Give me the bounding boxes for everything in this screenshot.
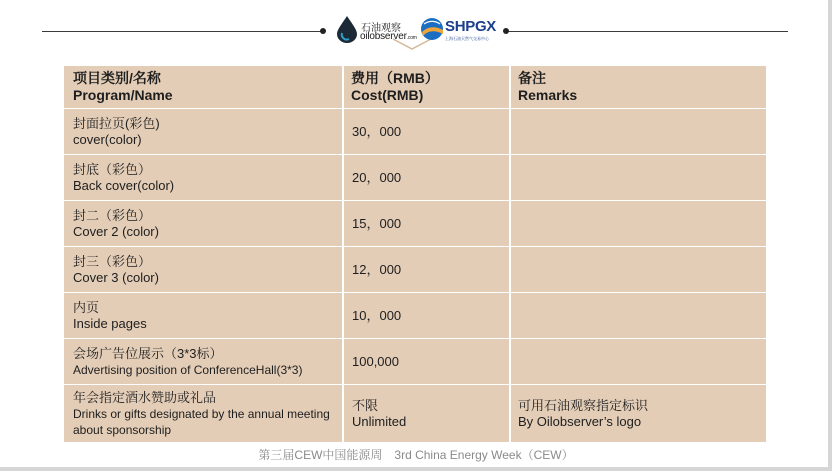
table-row (64, 339, 766, 385)
header-program-name (64, 66, 342, 108)
cost-value: 100,000 (352, 353, 399, 369)
program-name-en: Back cover(color) (73, 177, 175, 193)
program-name-cn: 封底（彩色） (73, 161, 152, 177)
program-cell (64, 109, 342, 154)
header-dot-left (320, 28, 326, 34)
cost-cell (342, 109, 509, 154)
remarks-cell (509, 247, 766, 292)
table-row (64, 155, 766, 201)
remarks-cell (509, 385, 766, 442)
cost-value-cn: 不限 (352, 397, 379, 413)
program-name-en: Advertising position of ConferenceHall(3*3) (73, 362, 303, 377)
table-row (64, 247, 766, 293)
header-program-cn: 项目类别/名称 (73, 70, 161, 86)
cost-cell (342, 201, 509, 246)
remark-cn: 可用石油观察指定标识 (518, 397, 649, 413)
oil-drop-icon (336, 15, 358, 43)
program-name-cn: 封面拉页(彩色) (73, 115, 160, 131)
program-name-cn: 内页 (73, 299, 100, 315)
shpgx-logo (420, 16, 500, 46)
cost-value: 10，000 (352, 307, 402, 323)
header-remarks-cn: 备注 (518, 70, 546, 86)
footer-en: 3rd China Energy Week（CEW） (394, 448, 574, 462)
program-name-en: Inside pages (73, 315, 147, 331)
header-cost-en: Cost(RMB) (351, 87, 424, 103)
oilobserver-logo-cn: 石油观察 (361, 23, 401, 34)
shpgx-brand: SHPGX (445, 18, 497, 35)
cost-cell (342, 247, 509, 292)
remarks-cell (509, 109, 766, 154)
remarks-cell (509, 155, 766, 200)
table-header-row (64, 66, 766, 109)
header-cost (342, 66, 509, 108)
shpgx-subtitle: 上海石油天然气交易中心 (445, 36, 489, 41)
table-row (64, 293, 766, 339)
cost-cell (342, 155, 509, 200)
cost-value: 12，000 (352, 261, 402, 277)
program-name-cn: 年会指定酒水赞助或礼品 (73, 389, 217, 405)
header-remarks-en: Remarks (518, 87, 578, 103)
program-cell (64, 293, 342, 338)
cost-value: 30，000 (352, 123, 402, 139)
oilobserver-logo (336, 15, 420, 45)
program-cell (64, 339, 342, 384)
page-footer (0, 446, 832, 463)
program-cell (64, 385, 342, 442)
footer-cn: 第三届CEW中国能源周 (258, 448, 383, 462)
cost-cell (342, 339, 509, 384)
remarks-cell (509, 201, 766, 246)
header-rule-right (506, 31, 788, 32)
header-program-en: Program/Name (73, 87, 173, 103)
remark-en: By Oilobserver’s logo (518, 413, 642, 429)
header-remarks (509, 66, 766, 108)
program-cell (64, 155, 342, 200)
table-row (64, 201, 766, 247)
header-rule-left (42, 31, 322, 32)
cost-value: Unlimited (352, 413, 407, 429)
program-name-cn: 封二（彩色） (73, 207, 152, 223)
program-cell (64, 201, 342, 246)
program-name-en: Cover 2 (color) (73, 223, 159, 239)
page-frame-bottom (0, 467, 832, 471)
table-row (64, 109, 766, 155)
cost-cell (342, 385, 509, 442)
remarks-cell (509, 339, 766, 384)
cost-value: 15，000 (352, 215, 402, 231)
program-name-en: Cover 3 (color) (73, 269, 159, 285)
cost-value: 20，000 (352, 169, 402, 185)
program-name-en: cover(color) (73, 131, 142, 147)
table-row (64, 385, 766, 443)
program-name-cn: 会场广告位展示（3*3标） (73, 345, 223, 361)
program-name-en: Drinks or gifts designated by the annual meeting about sponsorship (73, 406, 330, 437)
cost-cell (342, 293, 509, 338)
pricing-table (64, 66, 766, 443)
page-frame-right (828, 0, 832, 471)
remarks-cell (509, 293, 766, 338)
shpgx-globe-icon (420, 16, 444, 42)
header-cost-cn: 费用（RMB） (351, 70, 439, 86)
program-cell (64, 247, 342, 292)
header-dot-right (503, 28, 509, 34)
program-name-cn: 封三（彩色） (73, 253, 152, 269)
oilobserver-logo-en: oilobserver.com (360, 31, 417, 42)
